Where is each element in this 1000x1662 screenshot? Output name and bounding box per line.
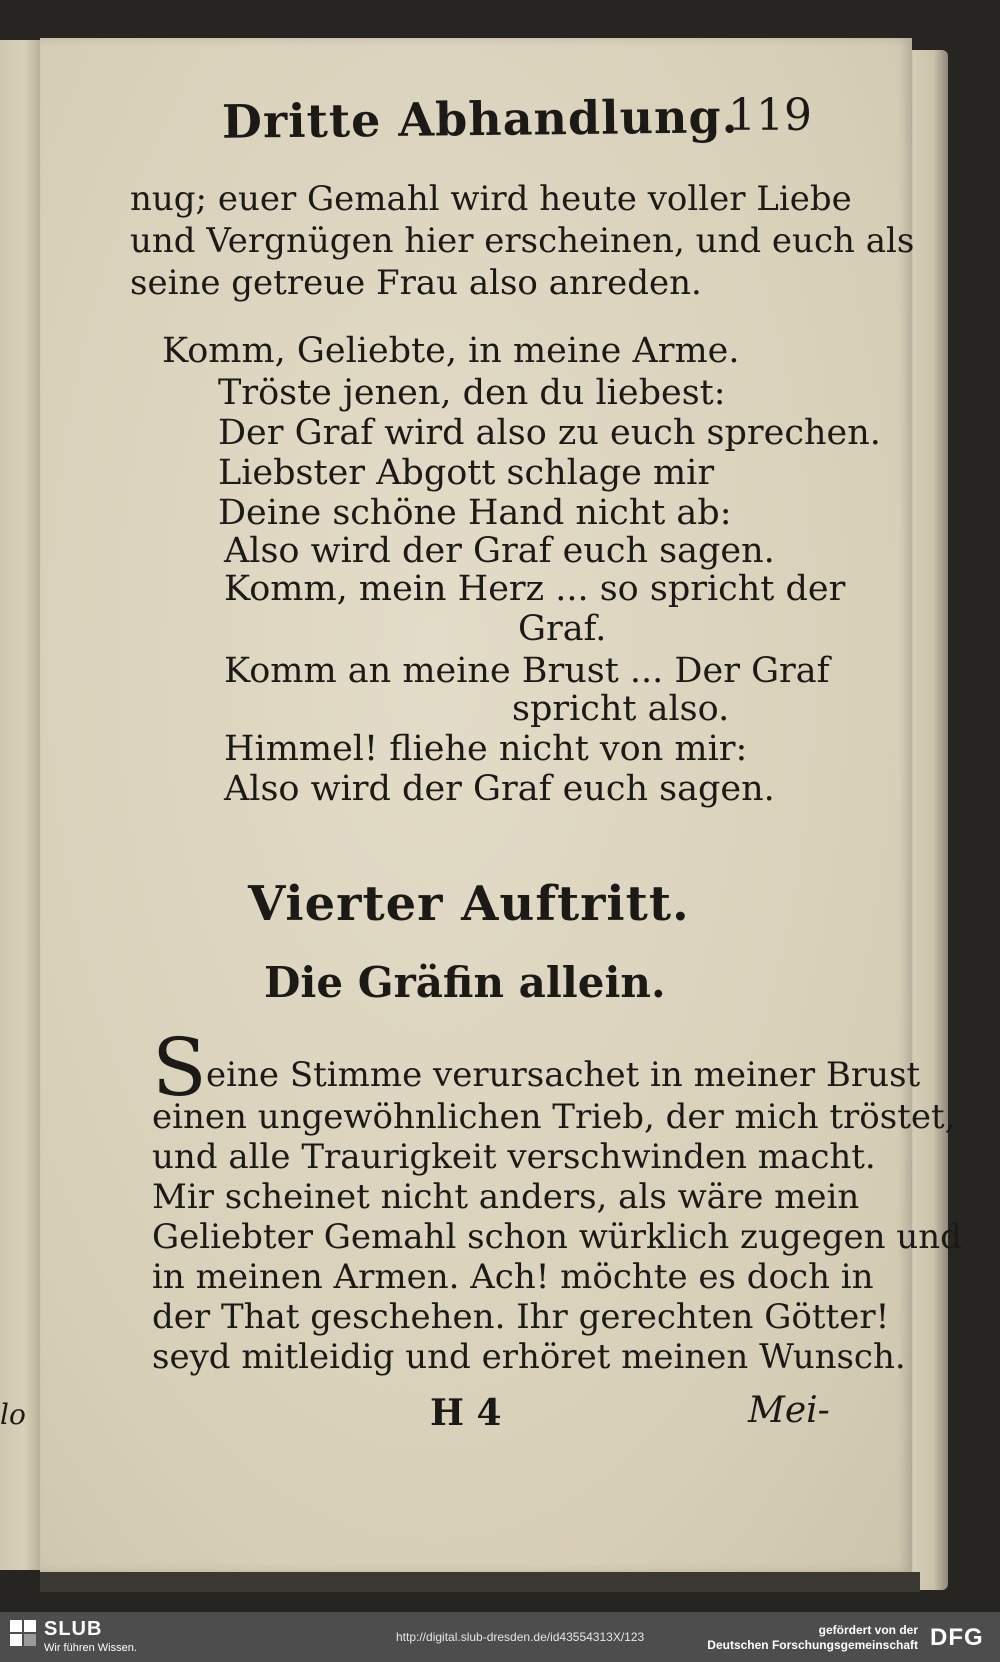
paragraph-line: seyd mitleidig und erhöret meinen Wunsch.: [152, 1337, 906, 1377]
paragraph-line: einen ungewöhnlichen Trieb, der mich tröstet,: [152, 1097, 956, 1137]
running-head: Dritte Abhandlung.: [221, 89, 739, 149]
verse-line: Der Graf wird also zu euch sprechen.: [218, 413, 881, 453]
verse-line: Komm an meine Brust ... Der Graf: [224, 651, 830, 691]
funding-note: [700, 1623, 918, 1653]
funding-line: gefördert von der: [818, 1623, 918, 1637]
footer-bar: [0, 1612, 1000, 1662]
scene-subtitle: Die Gräfin allein.: [264, 958, 666, 1007]
verse-line: Deine schöne Hand nicht ab:: [218, 493, 732, 533]
source-url-link[interactable]: http://digital.slub-dresden.de/id43554313X/123: [396, 1630, 645, 1644]
verse-line: Komm, mein Herz ... so spricht der: [224, 569, 846, 609]
prose-line: und Vergnügen hier erscheinen, und euch als: [130, 221, 915, 261]
page-bottom-shadow: [40, 1572, 920, 1592]
verse-line: Komm, Geliebte, in meine Arme.: [162, 331, 740, 371]
verse-line: Tröste jenen, den du liebest:: [218, 373, 726, 413]
verse-line: spricht also.: [512, 689, 730, 729]
drop-capital: S: [152, 1021, 207, 1114]
dfg-logo: DFG: [930, 1624, 984, 1651]
left-page-edge: [0, 40, 42, 1570]
verse-line: Also wird der Graf euch sagen.: [224, 769, 775, 809]
signature-mark: H 4: [430, 1392, 502, 1434]
paragraph-line: Geliebter Gemahl schon würklich zugegen und: [152, 1217, 962, 1257]
prose-line: seine getreue Frau also anreden.: [130, 263, 702, 303]
paragraph-line: und alle Traurigkeit verschwinden macht.: [152, 1137, 876, 1177]
catchword: Mei-: [748, 1390, 830, 1431]
verse-line: Also wird der Graf euch sagen.: [224, 531, 775, 571]
slub-brand: SLUB: [44, 1618, 103, 1640]
funding-line: Deutschen Forschungsgemeinschaft: [707, 1638, 918, 1652]
paragraph-line: Mir scheinet nicht anders, als wäre mein: [152, 1177, 860, 1217]
verse-line: Liebster Abgott schlage mir: [218, 453, 715, 493]
slub-logo-icon: [10, 1620, 38, 1646]
verse-line: Graf.: [518, 609, 607, 649]
scene-title: Vierter Auftritt.: [248, 876, 690, 932]
left-page-fragment: lo: [0, 1398, 26, 1431]
page-number: 119: [728, 90, 812, 141]
paragraph-line: in meinen Armen. Ach! möchte es doch in: [152, 1257, 874, 1297]
paragraph-line: eine Stimme verursachet in meiner Brust: [206, 1055, 921, 1095]
prose-line: nug; euer Gemahl wird heute voller Liebe: [130, 179, 852, 219]
verse-line: Himmel! fliehe nicht von mir:: [224, 729, 748, 769]
paragraph-line: der That geschehen. Ihr gerechten Götter!: [152, 1297, 890, 1337]
slub-tagline: Wir führen Wissen.: [44, 1642, 137, 1654]
